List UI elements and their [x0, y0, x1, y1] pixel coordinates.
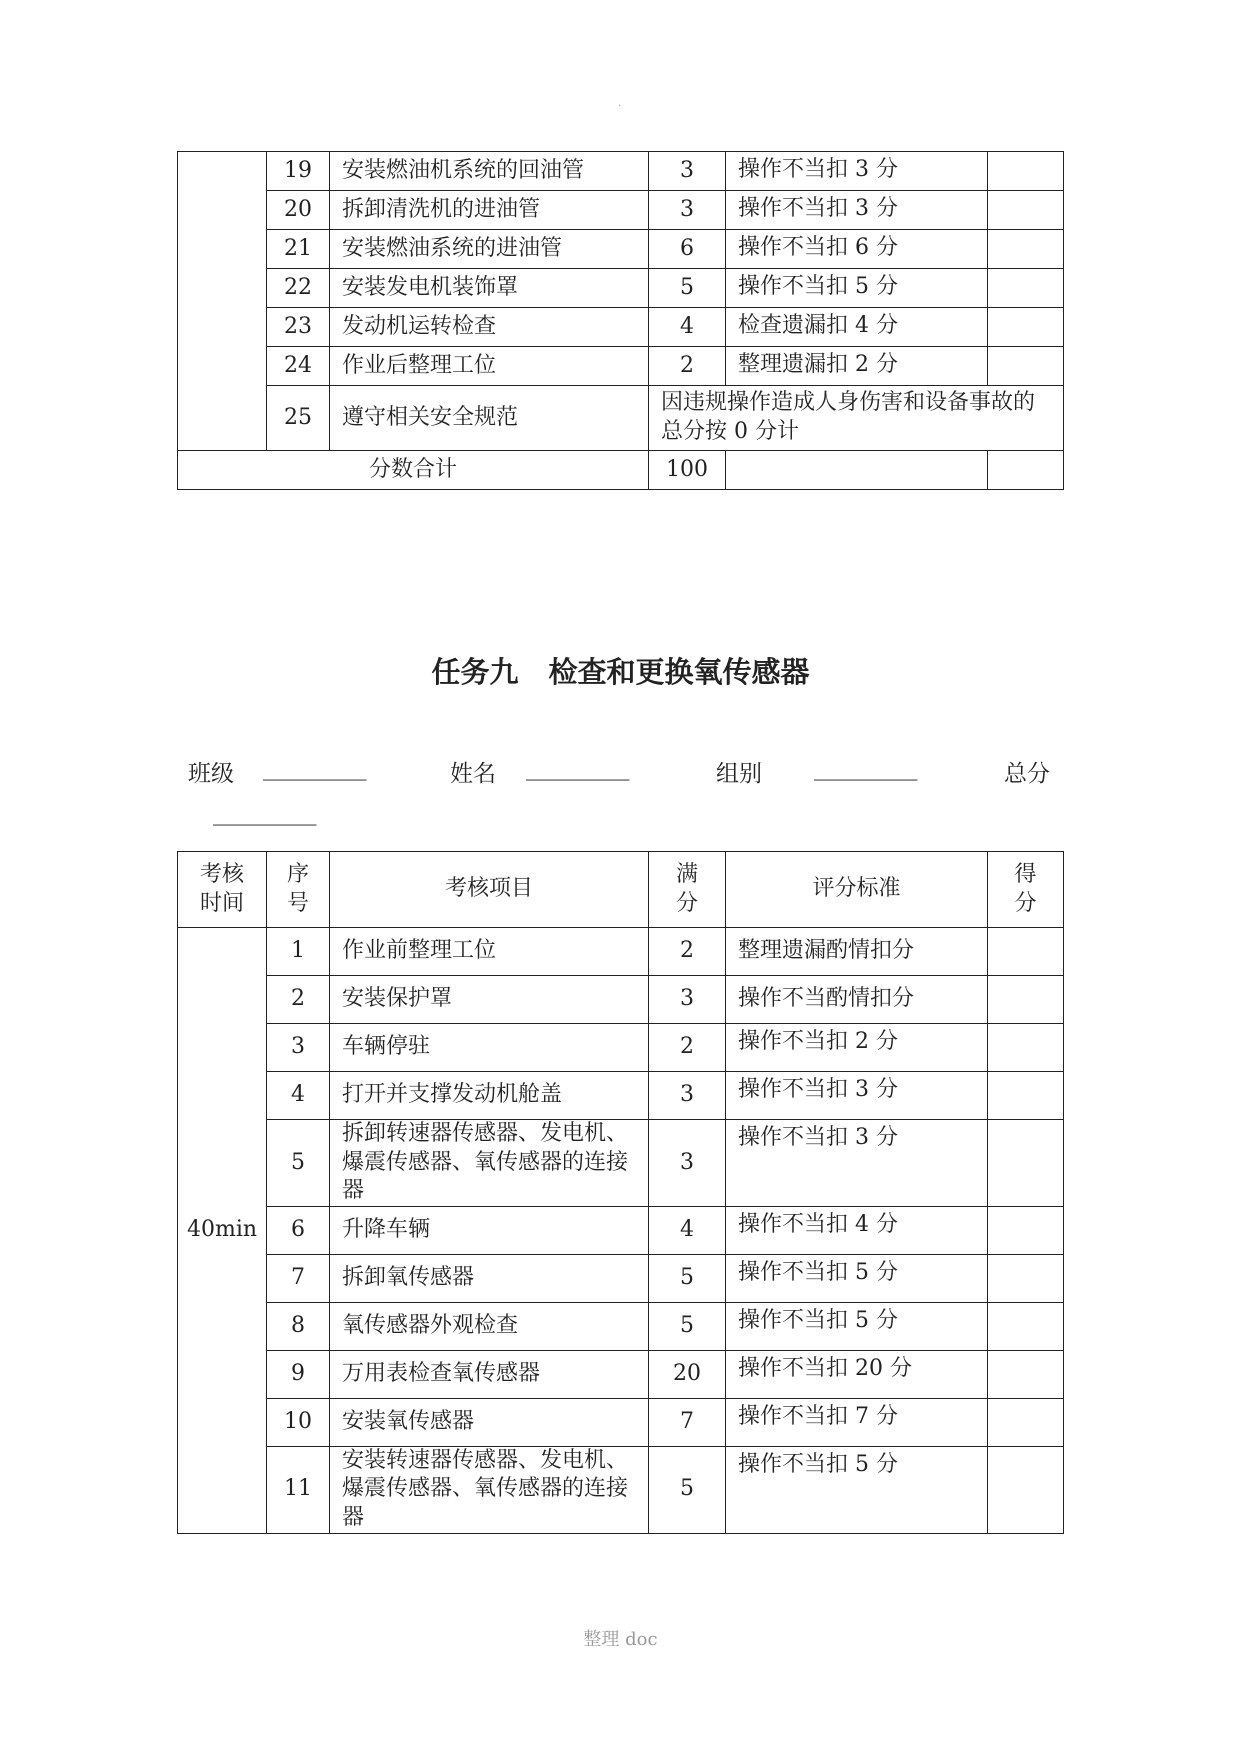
- row-full-score: 3: [649, 1120, 726, 1207]
- row-full-score: 2: [649, 347, 726, 386]
- row-item: 万用表检查氧传感器: [330, 1350, 649, 1398]
- class-label: 班级: [188, 761, 234, 787]
- group-field[interactable]: _________: [814, 755, 918, 781]
- row-item: 拆卸转速器传感器、发电机、爆震传感器、氧传感器的连接器: [330, 1120, 649, 1207]
- row-item: 车辆停驻: [330, 1024, 649, 1072]
- row-no: 22: [267, 269, 330, 308]
- row-criteria: 操作不当扣 4 分: [726, 1206, 988, 1254]
- row-score-cell[interactable]: [988, 1350, 1064, 1398]
- row-score-cell[interactable]: [988, 152, 1064, 191]
- row-score-cell[interactable]: [988, 308, 1064, 347]
- row-criteria: 操作不当扣 5 分: [726, 1446, 988, 1533]
- table-row: [178, 269, 1064, 308]
- row-criteria: 整理遗漏扣 2 分: [726, 347, 988, 386]
- table-row: [178, 1398, 1064, 1446]
- table-row: [178, 191, 1064, 230]
- table-row: [178, 1350, 1064, 1398]
- table-row: [178, 308, 1064, 347]
- row-no: 2: [267, 976, 330, 1024]
- row-no: 11: [267, 1446, 330, 1533]
- header-no: 序号: [267, 852, 330, 928]
- row-item: 氧传感器外观检查: [330, 1302, 649, 1350]
- safety-note: 因违规操作造成人身伤害和设备事故的总分按 0 分计: [649, 386, 1064, 451]
- row-no: 24: [267, 347, 330, 386]
- row-criteria: 操作不当扣 6 分: [726, 230, 988, 269]
- row-no: 25: [267, 386, 330, 451]
- row-item: 拆卸清洗机的进油管: [330, 191, 649, 230]
- table-row: [178, 1072, 1064, 1120]
- row-item: 作业前整理工位: [330, 928, 649, 976]
- row-no: 21: [267, 230, 330, 269]
- header-time: 考核时间: [178, 852, 267, 928]
- row-score-cell[interactable]: [988, 1024, 1064, 1072]
- total-score-field[interactable]: _________: [213, 800, 317, 826]
- total-score-label: 总分: [1004, 761, 1050, 787]
- group-label: 组别: [716, 761, 762, 787]
- row-no: 8: [267, 1302, 330, 1350]
- row-criteria: 操作不当扣 3 分: [726, 1072, 988, 1120]
- row-no: 3: [267, 1024, 330, 1072]
- row-score-cell[interactable]: [988, 230, 1064, 269]
- row-item: 安装燃油系统的进油管: [330, 230, 649, 269]
- row-no: 23: [267, 308, 330, 347]
- row-criteria: 操作不当扣 2 分: [726, 1024, 988, 1072]
- table-row: [178, 976, 1064, 1024]
- row-score-cell[interactable]: [988, 976, 1064, 1024]
- page-dot: .: [618, 98, 622, 109]
- name-field[interactable]: _________: [526, 755, 630, 781]
- table-row: [178, 347, 1064, 386]
- row-score-cell[interactable]: [988, 928, 1064, 976]
- row-no: 4: [267, 1072, 330, 1120]
- row-criteria: 操作不当扣 20 分: [726, 1350, 988, 1398]
- row-full-score: 5: [649, 1302, 726, 1350]
- table-header: [178, 852, 1064, 928]
- total-label: 分数合计: [178, 451, 649, 490]
- row-score-cell[interactable]: [988, 269, 1064, 308]
- row-item: 安装氧传感器: [330, 1398, 649, 1446]
- task-title: [0, 650, 1241, 691]
- table-row: [178, 230, 1064, 269]
- row-no: 6: [267, 1206, 330, 1254]
- exam-time: 40min: [178, 928, 267, 1534]
- row-full-score: 5: [649, 1254, 726, 1302]
- row-full-score: 4: [649, 308, 726, 347]
- task-title-text: 检查和更换氧传感器: [548, 655, 810, 689]
- row-score-cell[interactable]: [988, 1120, 1064, 1207]
- row-item: 安装燃油机系统的回油管: [330, 152, 649, 191]
- row-score-cell[interactable]: [988, 1398, 1064, 1446]
- row-item: 打开并支撑发动机舱盖: [330, 1072, 649, 1120]
- row-criteria: 操作不当扣 5 分: [726, 1254, 988, 1302]
- row-full-score: 5: [649, 269, 726, 308]
- row-no: 10: [267, 1398, 330, 1446]
- table-row: [178, 386, 1064, 451]
- row-full-score: 3: [649, 191, 726, 230]
- row-item: 遵守相关安全规范: [330, 386, 649, 451]
- row-score-cell[interactable]: [988, 191, 1064, 230]
- row-full-score: 6: [649, 230, 726, 269]
- time-cell: [178, 152, 267, 451]
- table-row: [178, 1254, 1064, 1302]
- row-criteria: 操作不当扣 3 分: [726, 1120, 988, 1207]
- row-no: 5: [267, 1120, 330, 1207]
- row-no: 1: [267, 928, 330, 976]
- row-no: 7: [267, 1254, 330, 1302]
- row-score-cell[interactable]: [988, 1206, 1064, 1254]
- row-full-score: 7: [649, 1398, 726, 1446]
- table-row: [178, 1024, 1064, 1072]
- row-item: 作业后整理工位: [330, 347, 649, 386]
- class-field[interactable]: _________: [263, 755, 367, 781]
- row-full-score: 5: [649, 1446, 726, 1533]
- row-item: 升降车辆: [330, 1206, 649, 1254]
- total-value: 100: [649, 451, 726, 490]
- row-criteria: 操作不当扣 5 分: [726, 269, 988, 308]
- row-full-score: 4: [649, 1206, 726, 1254]
- name-label: 姓名: [450, 761, 496, 787]
- table-row: [178, 152, 1064, 191]
- row-criteria: 操作不当酌情扣分: [726, 976, 988, 1024]
- row-item: 安装转速器传感器、发电机、爆震传感器、氧传感器的连接器: [330, 1446, 649, 1533]
- row-score-cell[interactable]: [988, 1254, 1064, 1302]
- header-item: 考核项目: [330, 852, 649, 928]
- task-title-number: 任务九: [431, 655, 519, 689]
- header-score: 得分: [988, 852, 1064, 928]
- row-no: 20: [267, 191, 330, 230]
- table-row: [178, 1302, 1064, 1350]
- row-full-score: 3: [649, 152, 726, 191]
- row-criteria: 检查遗漏扣 4 分: [726, 308, 988, 347]
- row-score-cell[interactable]: [988, 1446, 1064, 1533]
- row-no: 19: [267, 152, 330, 191]
- total-score-cell[interactable]: [988, 451, 1064, 490]
- table-row: [178, 1120, 1064, 1207]
- header-criteria: 评分标准: [726, 852, 988, 928]
- score-table: [177, 851, 1064, 1534]
- row-full-score: 2: [649, 1024, 726, 1072]
- row-score-cell[interactable]: [988, 347, 1064, 386]
- row-criteria: 操作不当扣 3 分: [726, 191, 988, 230]
- row-score-cell[interactable]: [988, 1072, 1064, 1120]
- row-no: 9: [267, 1350, 330, 1398]
- total-row: [178, 451, 1064, 490]
- row-full-score: 3: [649, 976, 726, 1024]
- header-full: 满分: [649, 852, 726, 928]
- row-item: 拆卸氧传感器: [330, 1254, 649, 1302]
- row-criteria: 操作不当扣 7 分: [726, 1398, 988, 1446]
- row-criteria: 操作不当扣 3 分: [726, 152, 988, 191]
- page-footer: 整理 doc: [583, 1629, 658, 1650]
- row-item: 发动机运转检查: [330, 308, 649, 347]
- table-row: [178, 1206, 1064, 1254]
- row-item: 安装发电机装饰罩: [330, 269, 649, 308]
- table-row: [178, 928, 1064, 976]
- row-score-cell[interactable]: [988, 1302, 1064, 1350]
- score-table-continued: [177, 151, 1064, 490]
- row-full-score: 20: [649, 1350, 726, 1398]
- table-row: [178, 1446, 1064, 1533]
- row-criteria: 操作不当扣 5 分: [726, 1302, 988, 1350]
- row-full-score: 3: [649, 1072, 726, 1120]
- total-criteria-cell: [726, 451, 988, 490]
- row-full-score: 2: [649, 928, 726, 976]
- row-item: 安装保护罩: [330, 976, 649, 1024]
- row-criteria: 整理遗漏酌情扣分: [726, 928, 988, 976]
